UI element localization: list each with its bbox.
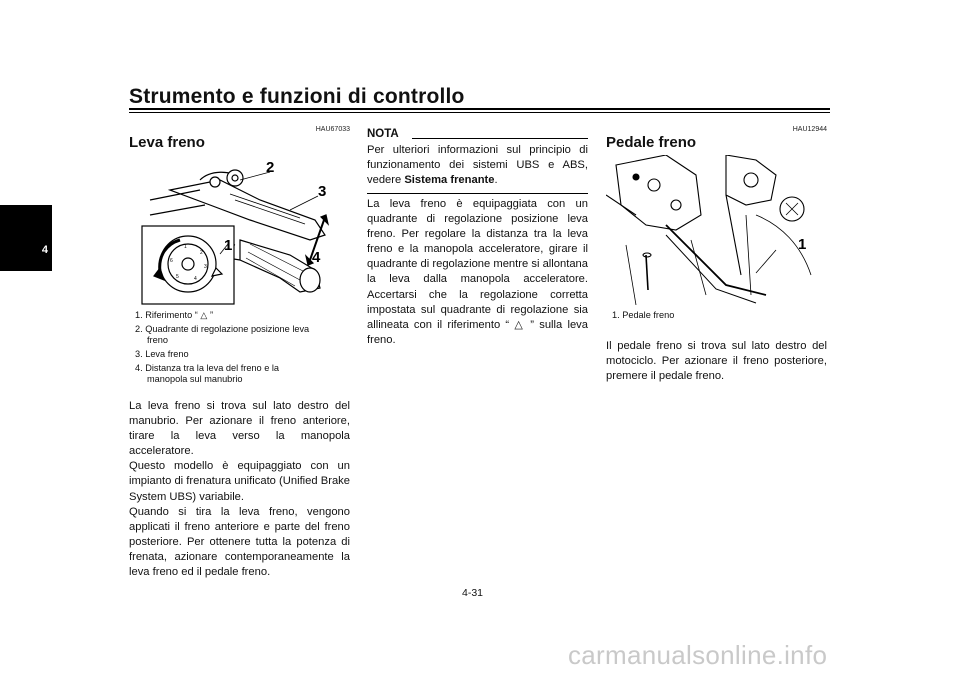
callout-3: 3: [318, 183, 327, 200]
nota-reference: Sistema frenante: [404, 174, 495, 187]
svg-text:1: 1: [184, 244, 187, 250]
figure-caption: 1. Pedale freno: [612, 310, 675, 320]
svg-text:6: 6: [170, 258, 173, 264]
left-body: [129, 399, 350, 580]
caption-1: 1. Riferimento “ △ ”: [135, 310, 214, 320]
section-heading: Leva freno: [129, 134, 205, 151]
paragraph: La leva freno si trova sul lato destro del manubrio. Per azionare il freno anteriore, tirare la leva verso la manopola acceleratore.: [129, 400, 350, 458]
page-number: 4-31: [462, 587, 484, 599]
section-code: HAU12944: [792, 126, 827, 133]
nota-end: .: [494, 174, 498, 187]
chapter-tab-number: 4: [41, 244, 48, 256]
right-body: Il pedale freno si trova sul lato destro del motociclo. Per azionare il freno posteriore, premere il pedale freno.: [606, 340, 827, 383]
nota-rule-bottom: [367, 193, 588, 194]
header-rule-thin: [129, 112, 830, 113]
brake-lever-illustration: [140, 160, 350, 306]
callout-1: 1: [224, 237, 233, 254]
caption-4-cont: manopola sul manubrio: [147, 374, 243, 384]
section-code: HAU67033: [315, 126, 350, 133]
brake-pedal-illustration: [606, 155, 828, 305]
nota-sentence: Per ulteriori informazioni sul principio di funzionamento dei sistemi UBS e ABS, vedere: [367, 144, 588, 187]
figure-captions: [135, 310, 350, 388]
nota-text: [367, 143, 588, 188]
callout-2: 2: [266, 160, 275, 176]
svg-text:4: 4: [194, 276, 197, 282]
middle-body: La leva freno è equipaggiata con un quadrante di regolazione posizione leva freno. Per regolare la distanza tra la leva freno e la manopola acceleratore, girare il quadrante di regolazione mentre si allontana la leva dalla manopola acceleratore. Accertarsi che la regolazione corretta impostata sul quadrante di regolazione sia allineata con il riferimento “ △ ” sulla leva freno.: [367, 198, 588, 346]
watermark: carmanualsonline.info: [568, 640, 828, 670]
svg-text:3: 3: [204, 264, 207, 270]
nota-heading: NOTA: [367, 128, 399, 140]
paragraph: Questo modello è equipaggiato con un impianto di frenatura unificato (Unified Brake System UBS) variabile.: [129, 460, 350, 503]
caption-4: 4. Distanza tra la leva del freno e la: [135, 363, 280, 373]
caption-2-cont: freno: [147, 335, 168, 345]
caption-3: 3. Leva freno: [135, 349, 189, 359]
page-title: Strumento e funzioni di controllo: [129, 85, 465, 108]
chapter-tab: [0, 205, 52, 271]
callout-1: 1: [798, 236, 807, 253]
svg-text:2: 2: [200, 250, 203, 256]
caption-2: 2. Quadrante di regolazione posizione leva: [135, 324, 310, 334]
section-heading: Pedale freno: [606, 134, 697, 151]
paragraph: Quando si tira la leva freno, vengono applicati il freno anteriore e parte del freno posteriore. Per ottenere tutta la potenza di frenata, azionare contemporaneamente la leva freno ed il pedale freno.: [129, 505, 350, 579]
nota-rule-top: [412, 138, 588, 139]
svg-text:5: 5: [176, 274, 179, 280]
header-rule: [129, 108, 830, 110]
callout-4: 4: [312, 249, 321, 266]
